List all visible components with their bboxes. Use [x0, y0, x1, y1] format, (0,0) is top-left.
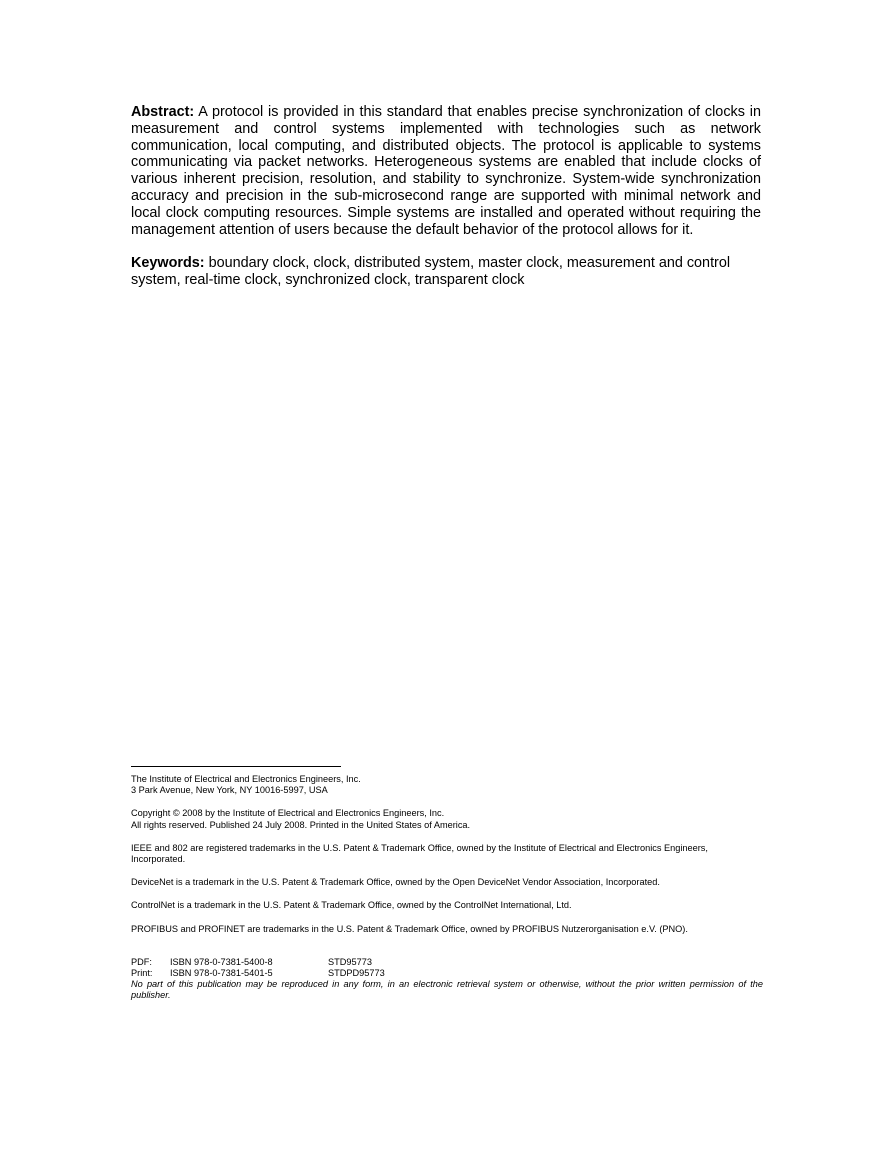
trademark-profibus: PROFIBUS and PROFINET are trademarks in the U.S. Patent & Trademark Office, owned by PROFIBUS Nutzerorganisation e.V. (PNO).	[131, 923, 688, 934]
trademark-devicenet: DeviceNet is a trademark in the U.S. Patent & Trademark Office, owned by the Open DeviceNet Vendor Association, Incorporated.	[131, 877, 660, 888]
isbn-table	[131, 957, 763, 979]
trademark-ieee: IEEE and 802 are registered trademarks in the U.S. Patent & Trademark Office, owned by the Institute of Electrical and Electronics Engineers, Incorporated.	[131, 842, 708, 865]
abstract-label: Abstract:	[131, 104, 195, 120]
reproduction-notice: No part of this publication may be reproduced in any form, in an electronic retrieval system or otherwise, without the prior written permission of the publisher.	[131, 979, 763, 1001]
footnote-divider	[131, 766, 341, 767]
abstract-paragraph	[131, 104, 761, 238]
isbn-std: STD95773	[328, 956, 372, 967]
publisher-name: The Institute of Electrical and Electronics Engineers, Inc.	[131, 774, 361, 784]
keywords-text: boundary clock, clock, distributed system, master clock, measurement and control system, real-time clock, synchronized clock, transparent clock	[131, 254, 731, 288]
publisher-address: 3 Park Avenue, New York, NY 10016-5997, USA	[131, 785, 328, 796]
abstract-text: A protocol is provided in this standard that enables precise synchronization of clocks in measurement and control systems implemented with technologies such as network communication, local computing, and distributed objects. The protocol is applicable to systems communicating via packet networks. Heterogeneous systems are enabled that include clocks of various inherent precision, resolution, and stability to synchronize. System-wide synchronization accuracy and precision in the sub-microsecond range are supported with minimal network and local clock computing resources. Simple systems are installed and operated without requiring the management attention of users because the default behavior of the protocol allows for it.	[131, 104, 761, 238]
isbn-format: Print:	[131, 968, 153, 979]
rights-line: All rights reserved. Published 24 July 2008. Printed in the United States of America.	[131, 819, 471, 830]
keywords-paragraph	[131, 255, 761, 289]
isbn-std: STDPD95773	[328, 968, 385, 979]
trademark-controlnet: ControlNet is a trademark in the U.S. Patent & Trademark Office, owned by the ControlNet International, Ltd.	[131, 900, 572, 911]
isbn-format: PDF:	[131, 956, 152, 967]
copyright-line: Copyright © 2008 by the Institute of Electrical and Electronics Engineers, Inc.	[131, 808, 445, 819]
footer-notices	[131, 774, 763, 1002]
isbn-number: ISBN 978-0-7381-5400-8	[170, 956, 273, 967]
main-content	[131, 104, 761, 288]
isbn-number: ISBN 978-0-7381-5401-5	[170, 968, 273, 979]
keywords-label: Keywords:	[131, 254, 205, 271]
